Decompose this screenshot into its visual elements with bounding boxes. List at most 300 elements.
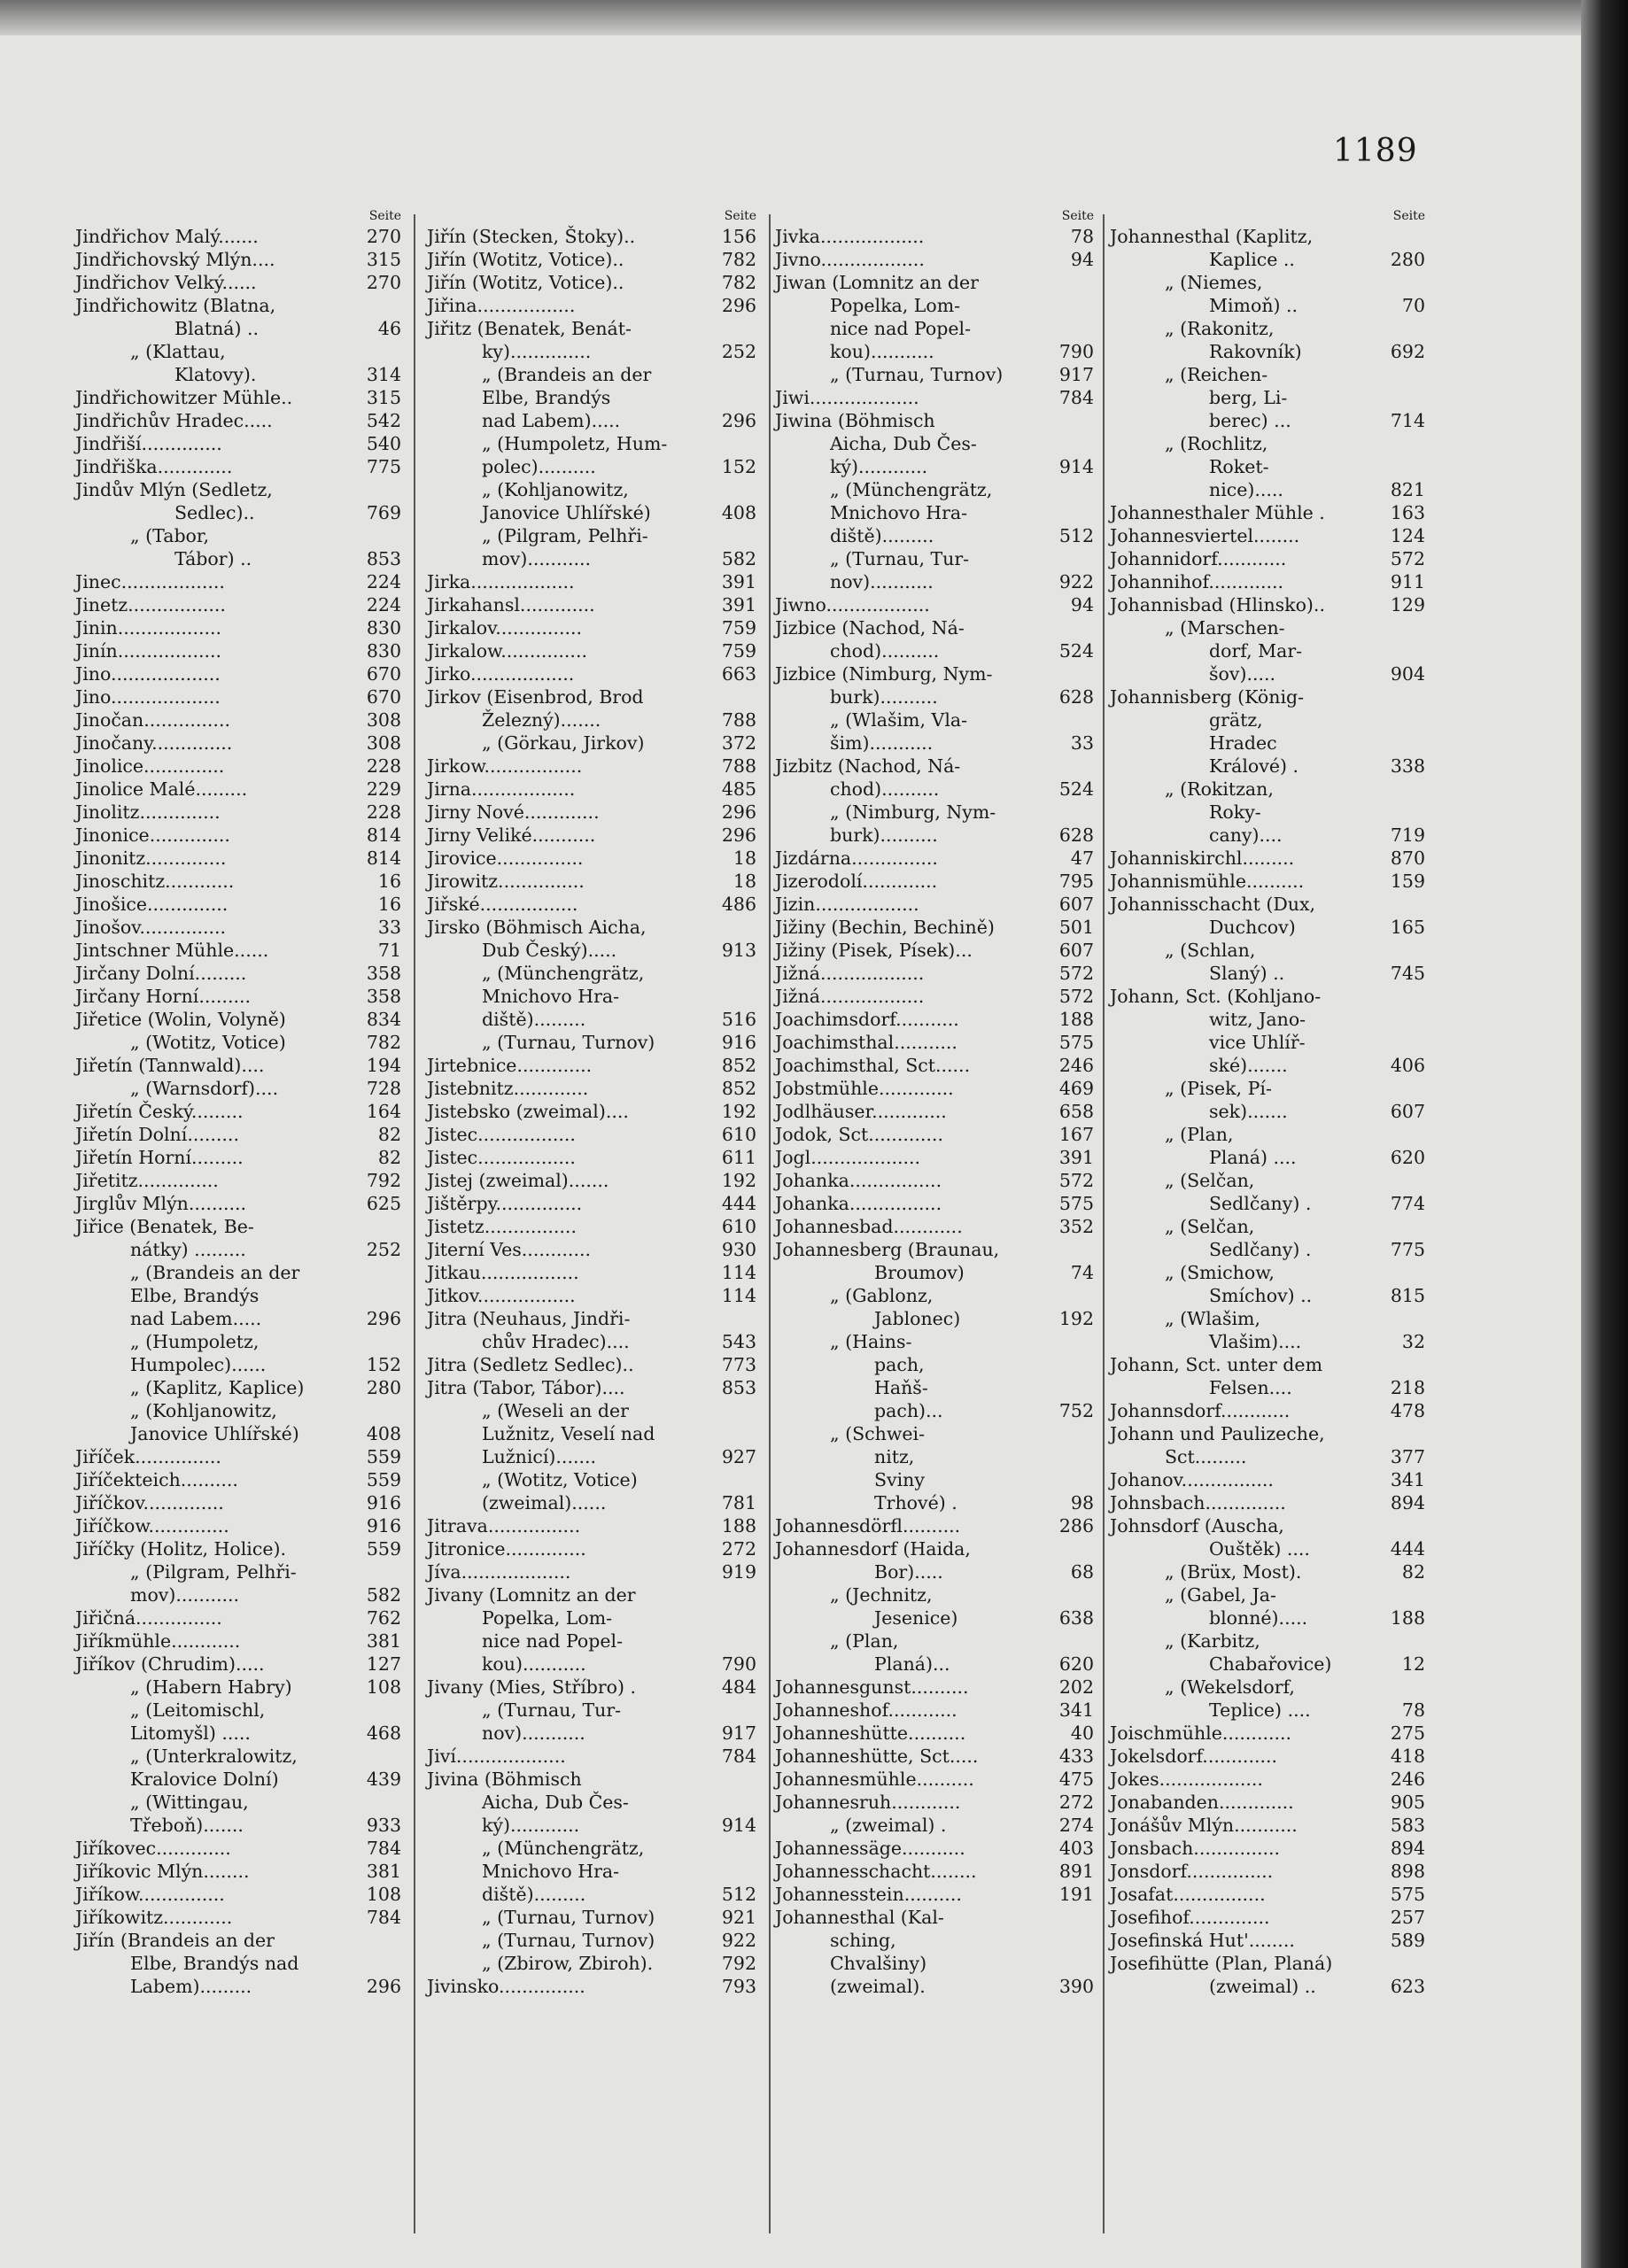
entry-term: Jinin.................. [75,617,222,639]
entry-page-ref: 391 [721,594,756,615]
entry-term: Jiřetitz.............. [75,1170,219,1191]
entry-term: nitz, [874,1446,915,1467]
index-entry [75,570,401,593]
index-entry [75,778,401,801]
entry-term: Jindův Mlýn (Sedletz, [75,479,273,500]
entry-term: Jindřiška............. [75,456,233,477]
entry-term: Sedlec).. [174,502,255,523]
entry-term: Vlašim).... [1209,1331,1302,1352]
entry-term: Johannesthaler Mühle . [1110,502,1325,523]
index-entry [1110,685,1425,708]
index-entry [775,1054,1094,1077]
index-entry [75,547,401,570]
entry-term: chod).......... [830,778,940,800]
entry-page-ref: 638 [1058,1607,1094,1629]
entry-page-ref: 286 [1058,1515,1094,1537]
index-entry [75,1077,401,1100]
index-entry [427,432,756,455]
index-entry [75,1353,401,1376]
index-entry [1110,708,1425,731]
entry-term: „ (Turnau, Turnov) [482,1930,655,1951]
index-entry [775,1676,1094,1699]
entry-term: Jiřín (Wotitz, Votice).. [427,249,624,270]
entry-term: „ (Turnau, Turnov) [482,1907,655,1928]
index-entry [1110,1146,1425,1169]
index-entry [1110,1192,1425,1215]
entry-page-ref: 814 [366,824,401,846]
entry-page-ref: 18 [733,848,756,869]
index-entry [427,1054,756,1077]
entry-page-ref: 916 [366,1515,401,1537]
index-entry [75,432,401,455]
index-entry [427,1906,756,1929]
index-entry [427,1491,756,1514]
index-entry [427,1330,756,1353]
entry-page-ref: 296 [721,801,756,823]
index-entry [1110,1514,1425,1537]
entry-term: „ (Pilgram, Pelhři- [130,1561,297,1583]
index-entry [75,1860,401,1883]
entry-term: Jirkov (Eisenbrod, Brod [427,686,644,708]
entry-page-ref: 16 [377,871,401,892]
index-entry [75,1560,401,1583]
entry-term: Johannesmühle.......... [775,1769,974,1790]
index-entry [427,1791,756,1814]
index-entry [75,708,401,731]
entry-page-ref: 129 [1390,594,1425,615]
index-entry [775,870,1094,893]
entry-page-ref: 921 [721,1907,756,1928]
entry-term: Chabařovice) [1209,1653,1332,1675]
index-entry [775,570,1094,593]
entry-term: „ (zweimal) . [830,1815,947,1836]
entry-page-ref: 784 [1058,387,1094,408]
index-entry [1110,547,1425,570]
entry-term: Jivany (Lomnitz an der [427,1584,636,1606]
entry-page-ref: 607 [1058,894,1094,915]
entry-term: Jirowitz............... [427,871,585,892]
entry-term: nad Labem..... [130,1308,262,1329]
index-entry [75,1307,401,1330]
index-entry [427,1284,756,1307]
entry-term: Johanneshütte.......... [775,1722,966,1744]
entry-page-ref: 852 [721,1055,756,1076]
entry-page-ref: 486 [721,894,756,915]
entry-term: Johannisbad (Hlinsko).. [1110,594,1325,615]
entry-term: Jonsbach............... [1110,1838,1281,1859]
index-entry [1110,340,1425,363]
entry-page-ref: 78 [1070,226,1094,247]
entry-term: Popelka, Lom- [482,1607,613,1629]
entry-page-ref: 194 [366,1055,401,1076]
entry-page-ref: 257 [1390,1907,1425,1928]
entry-term: cany).... [1209,824,1283,846]
entry-page-ref: 782 [366,1032,401,1053]
entry-page-ref: 572 [1390,548,1425,569]
entry-page-ref: 628 [1058,686,1094,708]
entry-page-ref: 559 [366,1469,401,1490]
entry-page-ref: 33 [377,917,401,938]
index-entry [1110,1054,1425,1077]
index-entry [1110,1676,1425,1699]
entry-page-ref: 834 [366,1009,401,1030]
index-entry [775,1077,1094,1100]
index-entry [775,1699,1094,1722]
entry-page-ref: 620 [1390,1147,1425,1168]
entry-page-ref: 156 [721,226,756,247]
entry-page-ref: 914 [1058,456,1094,477]
index-entry [775,639,1094,662]
entry-term: „ (Weseli an der [482,1400,629,1421]
index-entry [775,801,1094,824]
index-entry [1110,939,1425,962]
entry-term: „ (Reichen- [1165,364,1268,385]
index-entry [1110,1123,1425,1146]
entry-term: šov)..... [1209,663,1276,685]
entry-page-ref: 524 [1058,640,1094,662]
entry-term: Jizbice (Nimburg, Nym- [775,663,993,685]
column-divider [1103,214,1105,2233]
index-entry [1110,248,1425,271]
index-entry [427,616,756,639]
entry-page-ref: 575 [1058,1193,1094,1214]
entry-term: „ (Gabel, Ja- [1165,1584,1276,1606]
entry-page-ref: 191 [1058,1884,1094,1905]
entry-term: Labem)......... [130,1976,252,1997]
entry-page-ref: 663 [721,663,756,685]
index-entry [775,271,1094,294]
entry-page-ref: 512 [1058,525,1094,546]
entry-term: Janovice Uhlířské) [130,1423,299,1444]
index-entry [75,248,401,271]
entry-term: Jitra (Tabor, Tábor).... [427,1377,625,1398]
index-entry [75,1399,401,1422]
entry-term: Jitkau................. [427,1262,579,1283]
entry-page-ref: 228 [366,755,401,777]
index-entry [775,916,1094,939]
index-entry [427,340,756,363]
entry-term: (zweimal). [830,1976,926,1997]
index-entry [775,455,1094,478]
entry-term: šim)........... [830,732,934,754]
entry-page-ref: 296 [366,1308,401,1329]
index-entry [1110,1468,1425,1491]
index-entry [75,801,401,824]
entry-term: Třeboň)....... [130,1815,244,1836]
index-entry [75,847,401,870]
index-entry [775,616,1094,639]
entry-term: Jinolice Malé......... [75,778,248,800]
entry-term: Jiřín (Wotitz, Votice).. [427,272,624,293]
entry-page-ref: 358 [366,963,401,984]
entry-term: Jivka.................. [775,226,925,247]
entry-term: Planá) .... [1209,1147,1297,1168]
entry-page-ref: 315 [366,249,401,270]
page-number: 1189 [1333,133,1418,169]
entry-page-ref: 611 [721,1147,756,1168]
index-entry [75,1653,401,1676]
entry-page-ref: 853 [366,548,401,569]
index-entry [1110,1399,1425,1422]
index-entry [427,1123,756,1146]
index-entry [775,731,1094,755]
entry-term: Jirkahansl............. [427,594,595,615]
index-column-3 [775,209,1094,2237]
entry-term: Jinec.................. [75,571,225,592]
entry-term: Tábor) .. [174,548,252,569]
index-entry [427,1860,756,1883]
index-entry [1110,1906,1425,1929]
entry-term: „ (Gablonz, [830,1285,934,1306]
entry-page-ref: 439 [366,1769,401,1790]
index-entry [1110,1929,1425,1952]
index-entry [775,1261,1094,1284]
index-entry [427,939,756,962]
index-entry [1110,1330,1425,1353]
entry-term: Josafat................ [1110,1884,1266,1905]
entry-page-ref: 542 [366,410,401,431]
entry-term: Johannesviertel........ [1110,525,1300,546]
index-entry [1110,1261,1425,1284]
index-entry [427,962,756,985]
entry-term: Jesenice) [874,1607,958,1629]
entry-term: Jizbice (Nachod, Ná- [775,617,965,639]
index-entry [427,1837,756,1860]
entry-term: Jiříkow............... [75,1884,225,1905]
entry-term: Slaný) .. [1209,963,1285,984]
entry-page-ref: 391 [1058,1147,1094,1168]
entry-term: diště)......... [482,1884,586,1905]
index-entry [1110,1860,1425,1883]
entry-term: berec) ... [1209,410,1291,431]
entry-term: Josefinská Hut'........ [1110,1930,1295,1951]
entry-term: ký)............ [482,1815,580,1836]
index-entry [1110,1583,1425,1606]
index-entry [1110,478,1425,501]
entry-term: Jiřitz (Benatek, Benát- [427,318,632,339]
entry-term: vice Uhlíř- [1209,1032,1306,1053]
index-entry [1110,1353,1425,1376]
entry-page-ref: 559 [366,1446,401,1467]
entry-page-ref: 543 [721,1331,756,1352]
entry-term: Jiřice (Benatek, Be- [75,1216,254,1237]
entry-page-ref: 607 [1390,1101,1425,1122]
entry-term: Haňš- [874,1377,928,1398]
index-entry [75,294,401,317]
entry-term: Jizbitz (Nachod, Ná- [775,755,961,777]
entry-page-ref: 784 [366,1838,401,1859]
entry-term: Johanka................ [775,1193,942,1214]
index-entry [75,731,401,755]
entry-term: Kralovice Dolní) [130,1769,279,1790]
index-entry [775,1537,1094,1560]
entry-term: Joachimsdorf........... [775,1009,959,1030]
entry-term: Smíchov) .. [1209,1285,1313,1306]
index-entry [775,778,1094,801]
entry-page-ref: 894 [1390,1838,1425,1859]
entry-term: mov)........... [482,548,592,569]
entry-page-ref: 114 [721,1262,756,1283]
index-entry [775,1975,1094,1998]
entry-term: Johannesthal (Kal- [775,1907,944,1928]
index-entry [775,1814,1094,1837]
index-entry [427,1722,756,1745]
entry-page-ref: 762 [366,1607,401,1629]
index-entry [775,363,1094,386]
index-entry [775,1468,1094,1491]
entry-term: Jiřetín (Tannwald).... [75,1055,265,1076]
index-entry [775,1929,1094,1952]
entry-term: ské)....... [1209,1055,1288,1076]
entry-term: Jivinsko............... [427,1976,585,1997]
index-entry [427,1929,756,1952]
entry-term: Železný)....... [482,709,601,731]
entry-term: Jirna.................. [427,778,576,800]
entry-term: Jizdárna............... [775,848,938,869]
entry-term: „ (Humpoletz, Hum- [482,433,668,454]
entry-term: Jirkow................. [427,755,583,777]
entry-term: „ (Pilgram, Pelhři- [482,525,648,546]
entry-page-ref: 167 [1058,1124,1094,1145]
entry-page-ref: 418 [1390,1746,1425,1767]
index-entry [75,1791,401,1814]
entry-term: Jiříkov (Chrudim)..... [75,1653,265,1675]
entry-term: Jiříčkow.............. [75,1515,229,1537]
index-entry [75,1284,401,1307]
entry-page-ref: 773 [721,1354,756,1375]
column-divider [414,214,415,2233]
entry-page-ref: 272 [721,1538,756,1560]
entry-page-ref: 752 [1058,1400,1094,1421]
entry-term: Jistebsko (zweimal).... [427,1101,629,1122]
index-entry [775,1722,1094,1745]
entry-page-ref: 792 [366,1170,401,1191]
index-entry [75,1722,401,1745]
index-entry [427,1560,756,1583]
index-entry [1110,570,1425,593]
index-entry [1110,1238,1425,1261]
entry-page-ref: 391 [721,571,756,592]
index-entry [775,1606,1094,1629]
entry-term: „ (Wlašim, Vla- [830,709,968,731]
index-entry [75,340,401,363]
entry-page-ref: 795 [1058,871,1094,892]
entry-term: diště)......... [830,525,934,546]
entry-term: „ (Turnau, Turnov) [482,1032,655,1053]
entry-term: Jonsdorf............... [1110,1861,1274,1882]
index-entry [1110,755,1425,778]
entry-page-ref: 610 [721,1216,756,1237]
index-entry [75,1537,401,1560]
entry-page-ref: 469 [1058,1078,1094,1099]
entry-term: Elbe, Brandýs [130,1285,260,1306]
index-entry [427,824,756,847]
entry-term: Johanka................ [775,1170,942,1191]
entry-term: „ (Brüx, Most). [1165,1561,1302,1583]
entry-term: Králové) . [1209,755,1299,777]
entry-page-ref: 46 [377,318,401,339]
entry-page-ref: 275 [1390,1722,1425,1744]
index-entry [1110,1837,1425,1860]
index-entry [775,1791,1094,1814]
index-entry [427,547,756,570]
entry-term: Jiříčekteich.......... [75,1469,238,1490]
entry-term: „ (Pisek, Pí- [1165,1078,1272,1099]
entry-term: Jinonitz.............. [75,848,227,869]
entry-term: Elbe, Brandýs nad [130,1953,299,1974]
entry-term: „ (Karbitz, [1165,1630,1260,1652]
entry-page-ref: 74 [1070,1262,1094,1283]
entry-term: Jižná.................. [775,986,925,1007]
index-entry [775,524,1094,547]
index-entry [75,1699,401,1722]
entry-page-ref: 32 [1401,1331,1425,1352]
index-entry [1110,962,1425,985]
index-entry [427,1768,756,1791]
index-entry [427,1422,756,1445]
index-entry [775,1560,1094,1583]
entry-term: „ (Plan, [1165,1124,1234,1145]
entry-term: chod).......... [830,640,940,662]
entry-page-ref: 192 [721,1170,756,1191]
entry-term: burk).......... [830,824,938,846]
index-entry [775,1100,1094,1123]
index-entry [75,870,401,893]
entry-page-ref: 769 [366,502,401,523]
entry-term: Jižiny (Pisek, Písek)... [775,940,973,961]
entry-page-ref: 930 [721,1239,756,1260]
entry-page-ref: 628 [1058,824,1094,846]
entry-page-ref: 352 [1058,1216,1094,1237]
index-entry [427,1653,756,1676]
entry-term: „ (Wlašim, [1165,1308,1261,1329]
entry-page-ref: 830 [366,640,401,662]
entry-term: Jirtebnice............. [427,1055,593,1076]
index-entry [75,1376,401,1399]
entry-term: Jiwno.................. [775,594,930,615]
entry-term: Jirčany Horní......... [75,986,252,1007]
index-entry [427,570,756,593]
entry-term: Jiwan (Lomnitz an der [775,272,979,293]
entry-term: Elbe, Brandýs [482,387,611,408]
entry-term: nov)........... [830,571,934,592]
index-entry [775,1399,1094,1422]
entry-page-ref: 82 [377,1124,401,1145]
entry-term: witz, Jano- [1209,1009,1306,1030]
entry-term: Jistec................. [427,1147,576,1168]
entry-term: Jiřetín Český......... [75,1101,244,1122]
entry-term: „ (Plan, [830,1630,899,1652]
entry-term: „ (Jechnitz, [830,1584,933,1606]
index-entry [427,1353,756,1376]
index-entry [1110,1445,1425,1468]
entry-page-ref: 781 [721,1492,756,1513]
entry-term: „ (Leitomischl, [130,1699,266,1721]
entry-term: „ (Münchengrätz, [482,1838,645,1859]
entry-term: Jiřetín Dolní......... [75,1124,239,1145]
index-entry [75,685,401,708]
entry-page-ref: 582 [366,1584,401,1606]
entry-page-ref: 70 [1401,295,1425,316]
entry-page-ref: 408 [721,502,756,523]
index-entry [427,1077,756,1100]
entry-page-ref: 607 [1058,940,1094,961]
book-edge-shadow [1581,0,1628,2268]
entry-term: Mimoň) .. [1209,295,1299,316]
entry-term: Chvalšiny) [830,1953,927,1974]
entry-term: Jinoschitz............ [75,871,235,892]
entry-page-ref: 192 [1058,1308,1094,1329]
